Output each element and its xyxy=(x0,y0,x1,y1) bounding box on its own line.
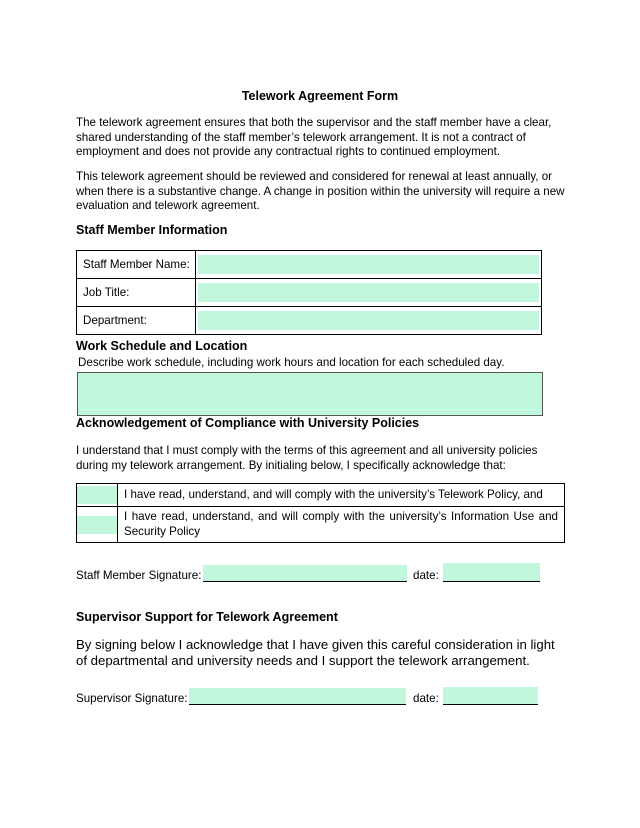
staff-name-label: Staff Member Name: xyxy=(77,251,196,279)
staff-date-label: date: xyxy=(413,569,439,582)
schedule-field[interactable] xyxy=(77,372,543,416)
security-policy-initial-field[interactable] xyxy=(77,516,117,534)
telework-policy-initial-field[interactable] xyxy=(77,486,117,504)
intro-paragraph-1: The telework agreement ensures that both the supervisor and the staff member have a clear, shared understanding of the staff member’s telework arrangement. It is not a contract of employment and does not provide any contractual rights to continued employment. xyxy=(76,116,552,159)
table-row xyxy=(77,507,565,543)
staff-info-heading: Staff Member Information xyxy=(76,223,228,237)
staff-date-field[interactable] xyxy=(443,563,540,582)
telework-policy-statement: I have read, understand, and will comply with the university’s Telework Policy, and xyxy=(118,484,565,507)
supervisor-signature-label: Supervisor Signature: xyxy=(76,692,188,705)
intro-paragraph-2: This telework agreement should be reviewed and considered for renewal at least annually, or when there is a substantive change. A change in position within the university will require a new evaluation and telework agreement. xyxy=(76,170,565,213)
schedule-heading: Work Schedule and Location xyxy=(76,339,248,353)
supervisor-signature-field[interactable] xyxy=(189,688,406,705)
supervisor-statement: By signing below I acknowledge that I have given this careful consideration in light of departmental and university needs and I support the telework arrangement. xyxy=(76,637,555,668)
table-row xyxy=(77,307,542,335)
job-title-field[interactable] xyxy=(198,283,539,302)
acknowledgement-table xyxy=(76,483,565,543)
schedule-instruction: Describe work schedule, including work hours and location for each scheduled day. xyxy=(78,356,505,369)
table-row xyxy=(77,251,542,279)
staff-signature-label: Staff Member Signature: xyxy=(76,569,202,582)
supervisor-date-label: date: xyxy=(413,692,439,705)
acknowledgement-intro: I understand that I must comply with the terms of this agreement and all university policies during my telework arrangement. By initialing below, I specifically acknowledge that: xyxy=(76,444,538,472)
staff-name-field[interactable] xyxy=(198,255,539,274)
form-title: Telework Agreement Form xyxy=(241,89,399,103)
staff-signature-field[interactable] xyxy=(203,565,407,582)
supervisor-date-field[interactable] xyxy=(443,687,538,705)
department-label: Department: xyxy=(77,307,196,335)
table-row xyxy=(77,279,542,307)
supervisor-heading: Supervisor Support for Telework Agreement xyxy=(76,610,338,624)
staff-info-table xyxy=(76,250,542,335)
security-policy-statement: I have read, understand, and will comply with the university’s Information Use and Security Policy xyxy=(118,507,565,543)
job-title-label: Job Title: xyxy=(77,279,196,307)
acknowledgement-heading: Acknowledgement of Compliance with University Policies xyxy=(76,416,420,430)
table-row xyxy=(77,484,565,507)
department-field[interactable] xyxy=(198,311,539,330)
